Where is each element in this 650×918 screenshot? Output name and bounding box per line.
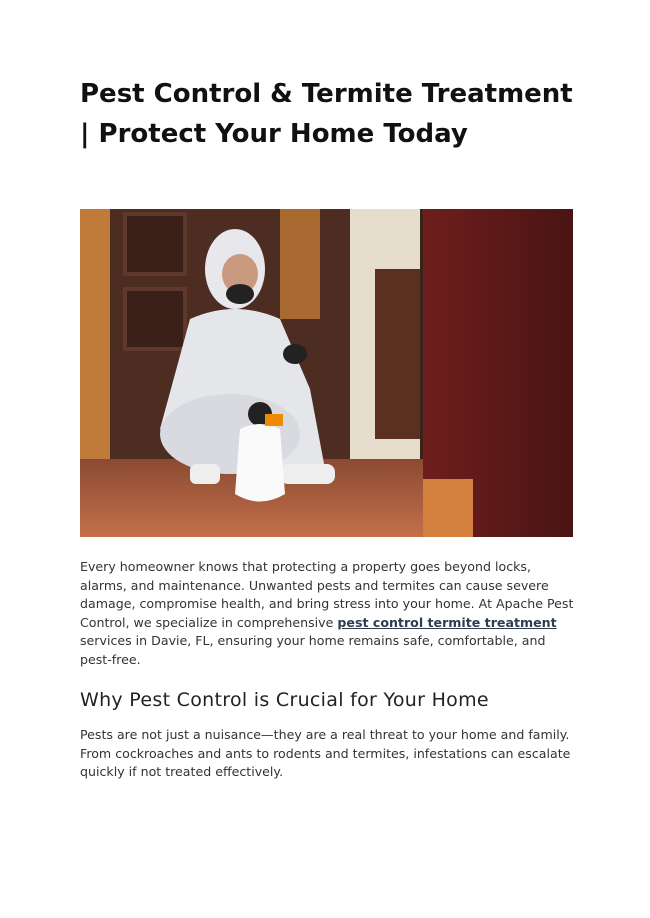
pest-control-termite-treatment-link[interactable]: pest control termite treatment (337, 614, 557, 630)
page-title: Pest Control & Termite Treatment | Protect Your Home Today (80, 79, 573, 149)
section-paragraph: Pests are not just a nuisance—they are a real threat to your home and family. From cockroaches and ants to rodents and termites, infestations can escalate quickly if not treated effectively. (80, 727, 571, 780)
hero-photo-illustration (80, 209, 573, 537)
intro-paragraph (80, 558, 575, 670)
section-heading: Why Pest Control is Crucial for Your Home (80, 689, 489, 711)
intro-text-start: Every homeowner knows that protecting a property goes beyond locks, alarms, and maintenance. Unwanted pests and termites can cause severe damage, compromise health, and bring stress into your home. At Apache Pest Control, we specialize in comprehensive (80, 559, 574, 630)
intro-text-end: services in Davie, FL, ensuring your home remains safe, comfortable, and pest-free. (80, 633, 546, 667)
hero-image-pest-technician-spraying (80, 209, 573, 537)
